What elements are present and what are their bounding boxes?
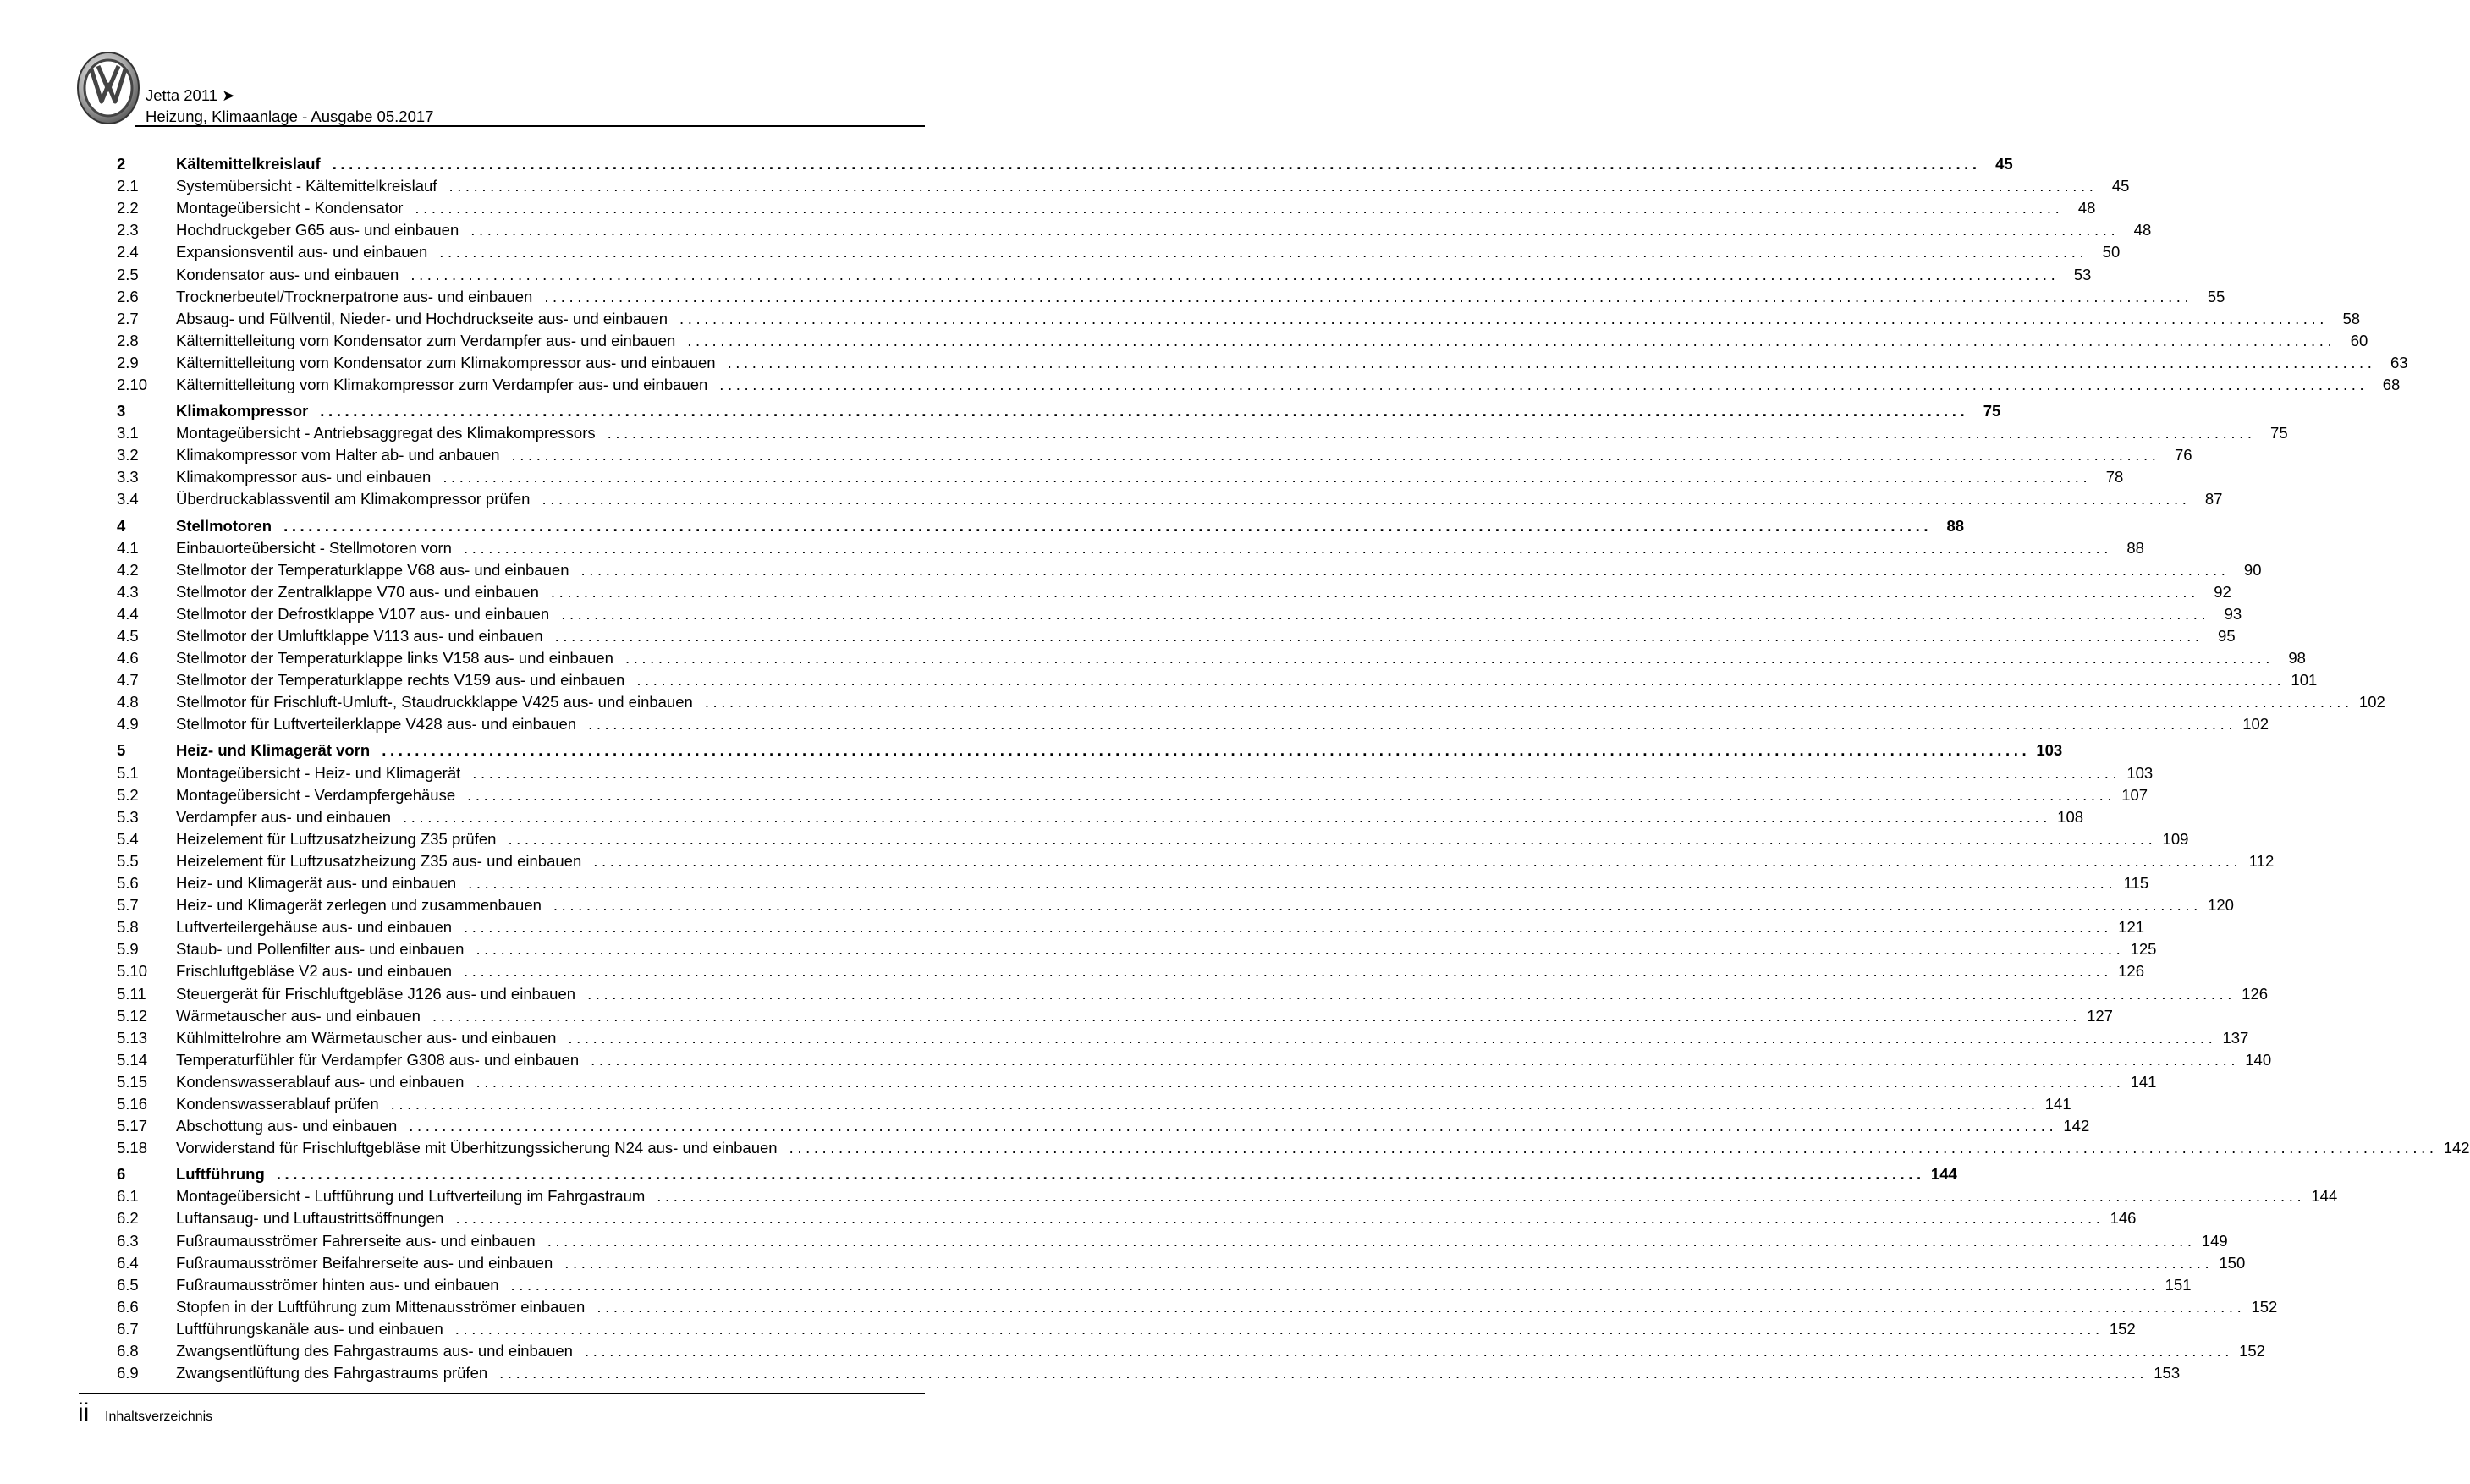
toc-number: 2.10 [117,375,148,393]
table-of-contents [117,153,2470,1384]
toc-number: 2.8 [117,331,139,349]
toc-leader-dots: ........................................................................................................................................................................................................ [432,1006,2081,1025]
toc-number: 6.2 [117,1209,139,1228]
toc-page-number: 98 [2288,649,2306,668]
toc-leader-dots: ........................................................................................................................................................................................................ [499,1364,2148,1382]
toc-page-number: 152 [2239,1342,2265,1360]
toc-entry-row[interactable] [117,286,2225,308]
toc-page-number: 137 [2222,1028,2249,1047]
toc-number: 5.14 [117,1050,148,1069]
toc-title: Trocknerbeutel/Trocknerpatrone aus- und einbauen [176,287,533,305]
toc-leader-dots: ........................................................................................................................................................................................................ [464,918,2113,937]
toc-title: Steuergerät für Frischluftgebläse J126 aus- und einbauen [176,984,576,1003]
toc-title: Kondenswasserablauf prüfen [176,1094,379,1113]
vw-logo [76,51,140,125]
toc-title: Heiz- und Klimagerät aus- und einbauen [176,874,457,893]
toc-number: 2.5 [117,265,139,283]
toc-page-number: 48 [2133,221,2152,239]
toc-page-number: 121 [2118,918,2145,937]
toc-entry-row[interactable] [117,537,2144,559]
toc-page-number: 45 [2111,177,2130,195]
toc-leader-dots: ........................................................................................................................................................................................................ [636,671,2286,690]
toc-leader-dots: ........................................................................................................................................................................................................ [439,243,2088,261]
toc-leader-dots: ........................................................................................................................................................................................................ [657,1187,2306,1206]
toc-entry-row[interactable] [117,263,2092,285]
toc-title: Heizelement für Luftzusatzheizung Z35 prüfen [176,829,497,848]
toc-entry-row[interactable] [117,1071,2157,1093]
header-model: Jetta 2011 ➤ [146,86,235,104]
toc-title: Stopfen in der Luftführung zum Mittenausströmer einbauen [176,1297,586,1316]
toc-leader-dots: ........................................................................................................................................................................................................ [410,265,2060,283]
toc-entry-row[interactable] [117,559,2262,581]
toc-title: Heiz- und Klimagerät vorn [176,741,371,760]
toc-number: 5.9 [117,940,139,959]
toc-number: 2.2 [117,199,139,217]
toc-number: 5.3 [117,807,139,826]
toc-page-number: 76 [2174,446,2192,464]
toc-chapter-row[interactable] [117,153,2013,175]
toc-page-number: 142 [2063,1117,2090,1135]
toc-entry-row[interactable] [117,850,2275,872]
toc-title: Heiz- und Klimagerät zerlegen und zusammenbauen [176,896,542,915]
toc-number: 4.2 [117,560,139,579]
toc-number: 6.7 [117,1319,139,1338]
toc-entry-row[interactable] [117,1005,2113,1027]
toc-entry-row[interactable] [117,175,2130,197]
toc-leader-dots: ........................................................................................................................................................................................................ [320,402,1969,420]
toc-number: 5.6 [117,874,139,893]
toc-page-number: 149 [2201,1231,2228,1250]
toc-entry-row[interactable] [117,1340,2265,1362]
footer-divider [79,1393,925,1394]
toc-page-number: 68 [2382,375,2401,393]
toc-number: 3.2 [117,446,139,464]
toc-number: 6.8 [117,1342,139,1360]
toc-title: Stellmotor für Frischluft-Umluft-, Staudruckklappe V425 aus- und einbauen [176,693,693,712]
toc-title: Zwangsentlüftung des Fahrgastraums aus- und einbauen [176,1342,573,1360]
toc-page-number: 144 [2311,1187,2338,1206]
toc-page-number: 55 [2207,287,2225,305]
toc-title: Stellmotor für Luftverteilerklappe V428 aus- und einbauen [176,715,577,734]
toc-leader-dots: ........................................................................................................................................................................................................ [550,582,2199,601]
toc-entry-row[interactable] [117,330,2368,352]
toc-number: 2.1 [117,177,139,195]
toc-entry-row[interactable] [117,1185,2338,1207]
toc-title: Zwangsentlüftung des Fahrgastraums prüfen [176,1364,488,1382]
toc-entry-row[interactable] [117,374,2401,396]
toc-page-number: 140 [2245,1050,2272,1069]
toc-leader-dots: ........................................................................................................................................................................................................ [403,807,2052,826]
toc-number: 2.7 [117,309,139,327]
toc-leader-dots: ........................................................................................................................................................................................................ [454,1319,2104,1338]
toc-number: 5 [117,741,126,760]
toc-number: 5.1 [117,763,139,782]
toc-entry-row[interactable] [117,466,2124,488]
toc-entry-row[interactable] [117,872,2149,894]
toc-leader-dots: ........................................................................................................................................................................................................ [544,287,2193,305]
toc-entry-row[interactable] [117,1137,2470,1159]
toc-number: 5.13 [117,1028,148,1047]
toc-number: 4.1 [117,538,139,557]
toc-title: Hochdruckgeber G65 aus- und einbauen [176,221,459,239]
toc-page-number: 101 [2291,671,2318,690]
toc-page-number: 50 [2102,243,2121,261]
toc-page-number: 146 [2110,1209,2137,1228]
toc-page-number: 53 [2073,265,2092,283]
toc-number: 3.1 [117,424,139,442]
toc-entry-row[interactable] [117,308,2361,330]
toc-title: Fußraumausströmer Beifahrerseite aus- und einbauen [176,1253,553,1272]
toc-title: Montageübersicht - Verdampfergehäuse [176,785,456,804]
toc-leader-dots: ........................................................................................................................................................................................................ [593,851,2242,870]
toc-leader-dots: ........................................................................................................................................................................................................ [409,1117,2058,1135]
toc-entry-row[interactable] [117,894,2234,916]
toc-leader-dots: ........................................................................................................................................................................................................ [584,1342,2233,1360]
toc-leader-dots: ........................................................................................................................................................................................................ [587,984,2236,1003]
toc-title: Stellmotor der Defrostklappe V107 aus- und einbauen [176,604,550,623]
toc-number: 4.8 [117,693,139,712]
toc-page-number: 108 [2057,807,2084,826]
toc-title: Systemübersicht - Kältemittelkreislauf [176,177,437,195]
toc-title: Temperaturfühler für Verdampfer G308 aus- und einbauen [176,1050,580,1069]
toc-leader-dots: ........................................................................................................................................................................................................ [455,1209,2104,1228]
toc-entry-row[interactable] [117,444,2192,466]
toc-leader-dots: ........................................................................................................................................................................................................ [591,1050,2240,1069]
toc-page-number: 126 [2118,962,2145,981]
toc-entry-row[interactable] [117,806,2084,828]
toc-leader-dots: ........................................................................................................................................................................................................ [468,874,2117,893]
toc-leader-dots: ........................................................................................................................................................................................................ [415,199,2064,217]
toc-entry-row[interactable] [117,1362,2181,1384]
toc-number: 5.4 [117,829,139,848]
toc-number: 3 [117,402,126,420]
toc-entry-row[interactable] [117,713,2269,735]
toc-leader-dots: ........................................................................................................................................................................................................ [382,741,2031,760]
toc-entry-row[interactable] [117,762,2154,784]
toc-title: Montageübersicht - Antriebsaggregat des Klimakompressors [176,424,596,442]
toc-page-number: 153 [2154,1364,2181,1382]
toc-title: Kältemittelleitung vom Klimakompressor zum Verdampfer aus- und einbauen [176,375,708,393]
toc-entry-row[interactable] [117,1274,2192,1296]
toc-leader-dots: ........................................................................................................................................................................................................ [607,424,2256,442]
toc-number: 2.3 [117,221,139,239]
toc-page-number: 144 [1930,1165,1957,1184]
toc-entry-row[interactable] [117,982,2269,1004]
toc-number: 2.4 [117,243,139,261]
toc-leader-dots: ........................................................................................................................................................................................................ [443,468,2092,486]
toc-entry-row[interactable] [117,488,2223,510]
toc-page-number: 63 [2390,353,2408,371]
toc-number: 5.5 [117,851,139,870]
toc-entry-row[interactable] [117,828,2189,850]
toc-page-number: 88 [2126,538,2144,557]
toc-entry-row[interactable] [117,669,2318,691]
toc-page-number: 102 [2358,693,2385,712]
toc-number: 5.12 [117,1006,148,1025]
toc-title: Stellmotor der Temperaturklappe rechts V159 aus- und einbauen [176,671,625,690]
toc-number: 4.6 [117,649,139,668]
toc-chapter-row[interactable] [117,515,1965,537]
toc-entry-row[interactable] [117,1207,2137,1229]
toc-page-number: 125 [2130,940,2157,959]
toc-entry-row[interactable] [117,219,2152,241]
toc-number: 5.8 [117,918,139,937]
toc-number: 6.3 [117,1231,139,1250]
header-divider [135,125,925,127]
toc-page-number: 103 [2126,763,2154,782]
toc-title: Verdampfer aus- und einbauen [176,807,392,826]
toc-leader-dots: ........................................................................................................................................................................................................ [476,940,2125,959]
toc-chapter-row[interactable] [117,400,2001,422]
toc-title: Kondenswasserablauf aus- und einbauen [176,1072,465,1091]
toc-page-number: 112 [2248,851,2275,870]
toc-leader-dots: ........................................................................................................................................................................................................ [704,693,2353,712]
toc-chapter-row[interactable] [117,1163,1957,1185]
toc-leader-dots: ........................................................................................................................................................................................................ [472,763,2121,782]
toc-page-number: 103 [2036,741,2063,760]
toc-number: 6.4 [117,1253,139,1272]
toc-leader-dots: ........................................................................................................................................................................................................ [547,1231,2196,1250]
toc-page-number: 141 [2130,1072,2157,1091]
toc-title: Heizelement für Luftzusatzheizung Z35 aus- und einbauen [176,851,582,870]
toc-number: 3.3 [117,468,139,486]
toc-leader-dots: ........................................................................................................................................................................................................ [687,331,2336,349]
toc-entry-row[interactable] [117,197,2096,219]
toc-title: Luftansaug- und Luftaustrittsöffnungen [176,1209,444,1228]
toc-entry-row[interactable] [117,603,2242,625]
toc-title: Fußraumausströmer Fahrerseite aus- und einbauen [176,1231,536,1250]
toc-page-number: 102 [2242,715,2269,734]
toc-page-number: 120 [2208,896,2234,915]
toc-leader-dots: ........................................................................................................................................................................................................ [580,560,2230,579]
toc-page-number: 75 [1983,402,2001,420]
toc-leader-dots: ........................................................................................................................................................................................................ [554,627,2203,646]
toc-number: 3.4 [117,490,139,508]
toc-number: 5.18 [117,1139,148,1157]
toc-title: Montageübersicht - Heiz- und Klimagerät [176,763,461,782]
toc-title: Luftführungskanäle aus- und einbauen [176,1319,443,1338]
toc-title: Kühlmittelrohre am Wärmetauscher aus- und einbauen [176,1028,557,1047]
toc-title: Kondensator aus- und einbauen [176,265,399,283]
toc-page-number: 142 [2443,1139,2470,1157]
document-header [146,85,433,127]
toc-title: Luftverteilergehäuse aus- und einbauen [176,918,453,937]
toc-leader-dots: ........................................................................................................................................................................................................ [564,1253,2214,1272]
toc-leader-dots: ........................................................................................................................................................................................................ [561,604,2210,623]
toc-leader-dots: ........................................................................................................................................................................................................ [719,375,2368,393]
toc-entry-row[interactable] [117,625,2236,647]
toc-leader-dots: ........................................................................................................................................................................................................ [568,1028,2217,1047]
toc-title: Montageübersicht - Luftführung und Luftverteilung im Fahrgastraum [176,1187,646,1206]
toc-title: Stellmotor der Zentralklappe V70 aus- und einbauen [176,582,539,601]
toc-number: 4.5 [117,627,139,646]
toc-number: 4.7 [117,671,139,690]
toc-page-number: 90 [2243,560,2262,579]
toc-page-number: 152 [2251,1297,2278,1316]
toc-number: 5.10 [117,962,148,981]
toc-page-number: 95 [2218,627,2236,646]
toc-number: 4.9 [117,715,139,734]
toc-number: 5.7 [117,896,139,915]
toc-page-number: 107 [2121,785,2148,804]
toc-number: 2 [117,155,126,173]
toc-title: Staub- und Pollenfilter aus- und einbauen [176,940,465,959]
toc-page-number: 45 [1995,155,2013,173]
toc-title: Stellmotor der Temperaturklappe V68 aus- und einbauen [176,560,569,579]
toc-entry-row[interactable] [117,784,2148,806]
toc-number: 4 [117,516,126,535]
toc-page-number: 60 [2350,331,2368,349]
toc-leader-dots: ........................................................................................................................................................................................................ [679,309,2329,327]
toc-number: 4.3 [117,582,139,601]
toc-entry-row[interactable] [117,1049,2272,1071]
toc-entry-row[interactable] [117,691,2385,713]
toc-number: 6.5 [117,1275,139,1294]
toc-title: Frischluftgebläse V2 aus- und einbauen [176,962,453,981]
toc-page-number: 115 [2123,874,2149,893]
toc-entry-row[interactable] [117,938,2157,960]
toc-page-number: 126 [2242,984,2269,1003]
toc-entry-row[interactable] [117,241,2121,263]
toc-leader-dots: ........................................................................................................................................................................................................ [467,785,2116,804]
toc-entry-row[interactable] [117,916,2145,938]
toc-page-number: 152 [2109,1319,2136,1338]
toc-chapter-row[interactable] [117,739,2063,761]
toc-title: Wärmetauscher aus- und einbauen [176,1006,421,1025]
toc-entry-row[interactable] [117,1093,2071,1115]
toc-number: 6 [117,1165,126,1184]
toc-leader-dots: ........................................................................................................................................................................................................ [476,1072,2125,1091]
toc-page-number: 92 [2214,582,2231,601]
toc-leader-dots: ........................................................................................................................................................................................................ [470,221,2120,239]
toc-page-number: 151 [2165,1275,2192,1294]
toc-leader-dots: ........................................................................................................................................................................................................ [463,538,2112,557]
toc-number: 2.6 [117,287,139,305]
toc-page-number: 88 [1946,516,1965,535]
toc-entry-row[interactable] [117,1318,2136,1340]
toc-number: 5.11 [117,984,146,1003]
toc-title: Luftführung [176,1165,265,1184]
toc-number: 5.2 [117,785,139,804]
toc-title: Einbauorteübersicht - Stellmotoren vorn [176,538,452,557]
toc-page-number: 48 [2077,199,2096,217]
toc-entry-row[interactable] [117,1027,2249,1049]
toc-leader-dots: ........................................................................................................................................................................................................ [511,446,2160,464]
toc-number: 4.4 [117,604,139,623]
toc-page-number: 150 [2219,1253,2246,1272]
toc-entry-row[interactable] [117,1296,2278,1318]
toc-title: Kältemittelleitung vom Kondensator zum Verdampfer aus- und einbauen [176,331,676,349]
toc-leader-dots: ........................................................................................................................................................................................................ [448,177,2098,195]
toc-title: Stellmotor der Umluftklappe V113 aus- und einbauen [176,627,543,646]
toc-entry-row[interactable] [117,1115,2090,1137]
toc-title: Expansionsventil aus- und einbauen [176,243,428,261]
toc-page-number: 127 [2087,1006,2113,1025]
toc-entry-row[interactable] [117,352,2408,374]
page-number: ii [78,1399,90,1426]
toc-title: Kältemittelleitung vom Kondensator zum Klimakompressor aus- und einbauen [176,353,716,371]
toc-title: Stellmotoren [176,516,272,535]
toc-page-number: 93 [2224,604,2242,623]
toc-number: 6.9 [117,1364,139,1382]
toc-page-number: 141 [2044,1094,2071,1113]
header-subtitle: Heizung, Klimaanlage - Ausgabe 05.2017 [146,107,434,125]
toc-leader-dots: ........................................................................................................................................................................................................ [332,155,1981,173]
toc-number: 6.1 [117,1187,139,1206]
toc-leader-dots: ........................................................................................................................................................................................................ [464,962,2113,981]
toc-number: 5.17 [117,1117,148,1135]
footer-section-label: Inhaltsverzeichnis [105,1410,213,1424]
toc-title: Klimakompressor [176,402,309,420]
toc-page-number: 109 [2162,829,2189,848]
toc-leader-dots: ........................................................................................................................................................................................................ [597,1297,2246,1316]
toc-title: Absaug- und Füllventil, Nieder- und Hochdruckseite aus- und einbauen [176,309,668,327]
toc-entry-row[interactable] [117,422,2288,444]
toc-leader-dots: ........................................................................................................................................................................................................ [510,1275,2159,1294]
toc-entry-row[interactable] [117,581,2231,603]
toc-entry-row[interactable] [117,1230,2228,1252]
toc-number: 2.9 [117,353,139,371]
toc-number: 6.6 [117,1297,139,1316]
toc-number: 5.15 [117,1072,148,1091]
toc-entry-row[interactable] [117,1252,2246,1274]
toc-page-number: 75 [2270,424,2288,442]
toc-title: Klimakompressor vom Halter ab- und anbauen [176,446,500,464]
toc-entry-row[interactable] [117,960,2145,982]
toc-title: Überdruckablassventil am Klimakompressor prüfen [176,490,531,508]
toc-leader-dots: ........................................................................................................................................................................................................ [390,1094,2039,1113]
toc-leader-dots: ........................................................................................................................................................................................................ [624,649,2274,668]
toc-leader-dots: ........................................................................................................................................................................................................ [542,490,2191,508]
toc-leader-dots: ........................................................................................................................................................................................................ [789,1139,2438,1157]
toc-leader-dots: ........................................................................................................................................................................................................ [727,353,2376,371]
toc-title: Klimakompressor aus- und einbauen [176,468,432,486]
toc-leader-dots: ........................................................................................................................................................................................................ [553,896,2202,915]
toc-title: Kältemittelkreislauf [176,155,321,173]
toc-leader-dots: ........................................................................................................................................................................................................ [508,829,2157,848]
toc-title: Fußraumausströmer hinten aus- und einbauen [176,1275,499,1294]
toc-leader-dots: ........................................................................................................................................................................................................ [276,1165,1925,1184]
toc-page-number: 58 [2342,309,2361,327]
toc-leader-dots: ........................................................................................................................................................................................................ [588,715,2237,734]
toc-title: Montageübersicht - Kondensator [176,199,404,217]
toc-title: Vorwiderstand für Frischluftgebläse mit Überhitzungssicherung N24 aus- und einbauen [176,1139,778,1157]
toc-entry-row[interactable] [117,647,2306,669]
toc-page-number: 78 [2105,468,2124,486]
toc-number: 5.16 [117,1094,148,1113]
toc-leader-dots: ........................................................................................................................................................................................................ [283,516,1933,535]
toc-title: Abschottung aus- und einbauen [176,1117,398,1135]
toc-title: Stellmotor der Temperaturklappe links V158 aus- und einbauen [176,649,613,668]
toc-page-number: 87 [2204,490,2223,508]
